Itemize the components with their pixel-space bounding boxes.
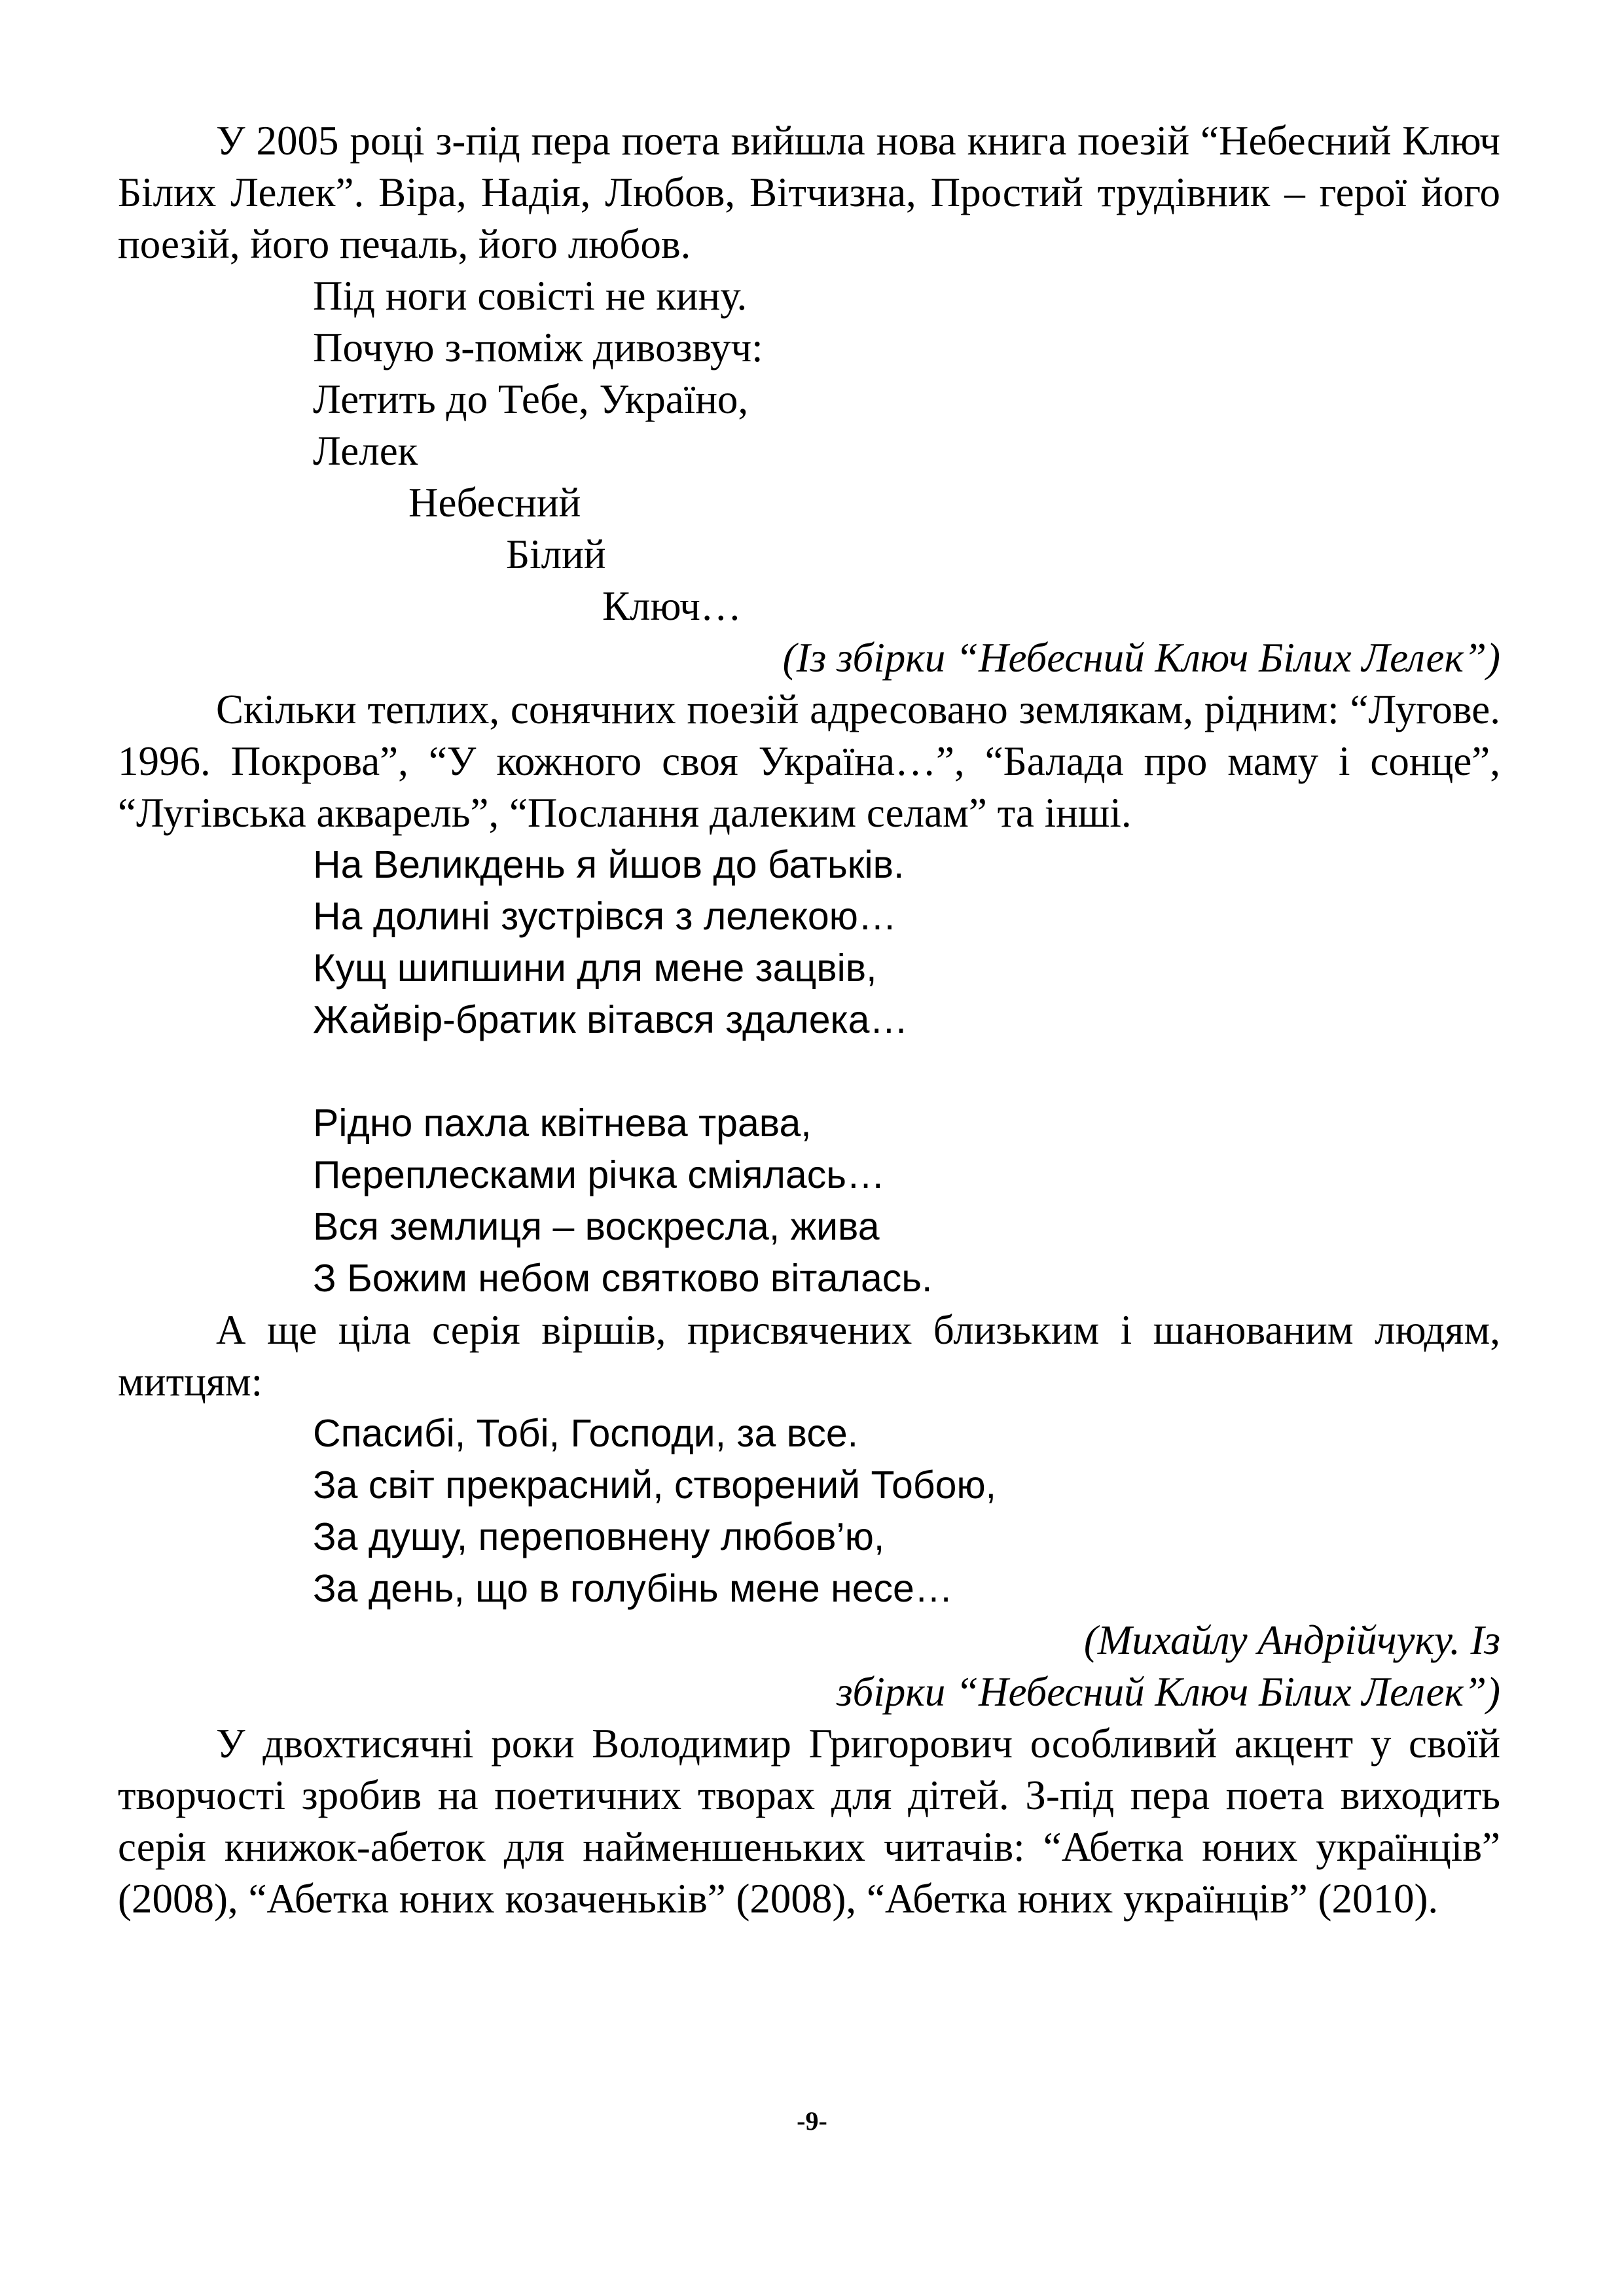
poem-line: За день, що в голубінь мене несе… — [313, 1567, 953, 1610]
poem-thanks — [118, 1408, 1500, 1615]
poem-line: Під ноги совісті не кину. — [313, 273, 748, 319]
poem-line: Переплесками річка сміялась… — [313, 1153, 885, 1196]
paragraph-children-books: У двохтисячні роки Володимир Григорович особливий акцент у своїй творчості зробив на поетичних творах для дітей. З-під пера поета виходить серія книжок-абеток для найменшеньких читачів: “Абетка юних українців” (2008), “Абетка юних козаченьків” (2008), “Абетка юних українців” (2010). — [118, 1721, 1500, 1922]
poem-line: Білий — [506, 531, 606, 577]
poem-line: Почую з-поміж дивозвуч: — [313, 325, 763, 370]
citation-line: збірки “Небесний Ключ Білих Лелек”) — [836, 1669, 1500, 1715]
poem-line: Лелек — [313, 428, 418, 474]
poem-line: За світ прекрасний, створений Тобою, — [313, 1463, 997, 1507]
poem-source-citation: (Із збірки “Небесний Ключ Білих Лелек”) — [782, 635, 1500, 681]
poem-line: За душу, переповнену любов’ю, — [313, 1515, 885, 1558]
poem-line: З Божим небом святково віталась. — [313, 1257, 933, 1300]
poem-line: Кущ шипшини для мене зацвів, — [313, 946, 877, 990]
poem-stork-key — [118, 270, 1500, 632]
poem-dedication-citation — [118, 1615, 1500, 1718]
poem-line: Вся землиця – воскресла, жива — [313, 1205, 880, 1248]
stanza-break — [118, 1046, 1500, 1098]
poem-line: Летить до Тебе, Україно, — [313, 376, 749, 422]
document-page — [118, 115, 1500, 1925]
poem-line: На Великдень я йшов до батьків. — [313, 843, 905, 886]
poem-line: Ключ… — [602, 583, 742, 629]
poem-line: Жайвір-братик вітався здалека… — [313, 998, 909, 1041]
citation-line: (Михайлу Андрійчуку. Із — [1083, 1617, 1500, 1663]
poem-line: На долині зустрівся з лелекою… — [313, 895, 897, 938]
poem-line: Рідно пахла квітнева трава, — [313, 1102, 812, 1145]
page-number: -9- — [797, 2106, 827, 2136]
poem-line: Небесний — [408, 480, 581, 526]
paragraph-dedications: А ще ціла серія віршів, присвячених близьким і шанованим людям, митцям: — [118, 1307, 1500, 1405]
paragraph-warm-poems: Скільки теплих, сонячних поезій адресовано землякам, рідним: “Лугове. 1996. Покрова”, “У кожного своя Україна…”, “Балада про маму і сонце”, “Лугівська акварель”, “Послання далеким селам” та інші. — [118, 687, 1500, 836]
paragraph-new-book: У 2005 році з-під пера поета вийшла нова книга поезій “Небесний Ключ Білих Лелек”. Віра, Надія, Любов, Вітчизна, Простий трудівник – герої його поезій, його печаль, його любов. — [118, 118, 1500, 267]
poem-easter — [118, 839, 1500, 1304]
poem-line: Спасибі, Тобі, Господи, за все. — [313, 1412, 859, 1455]
